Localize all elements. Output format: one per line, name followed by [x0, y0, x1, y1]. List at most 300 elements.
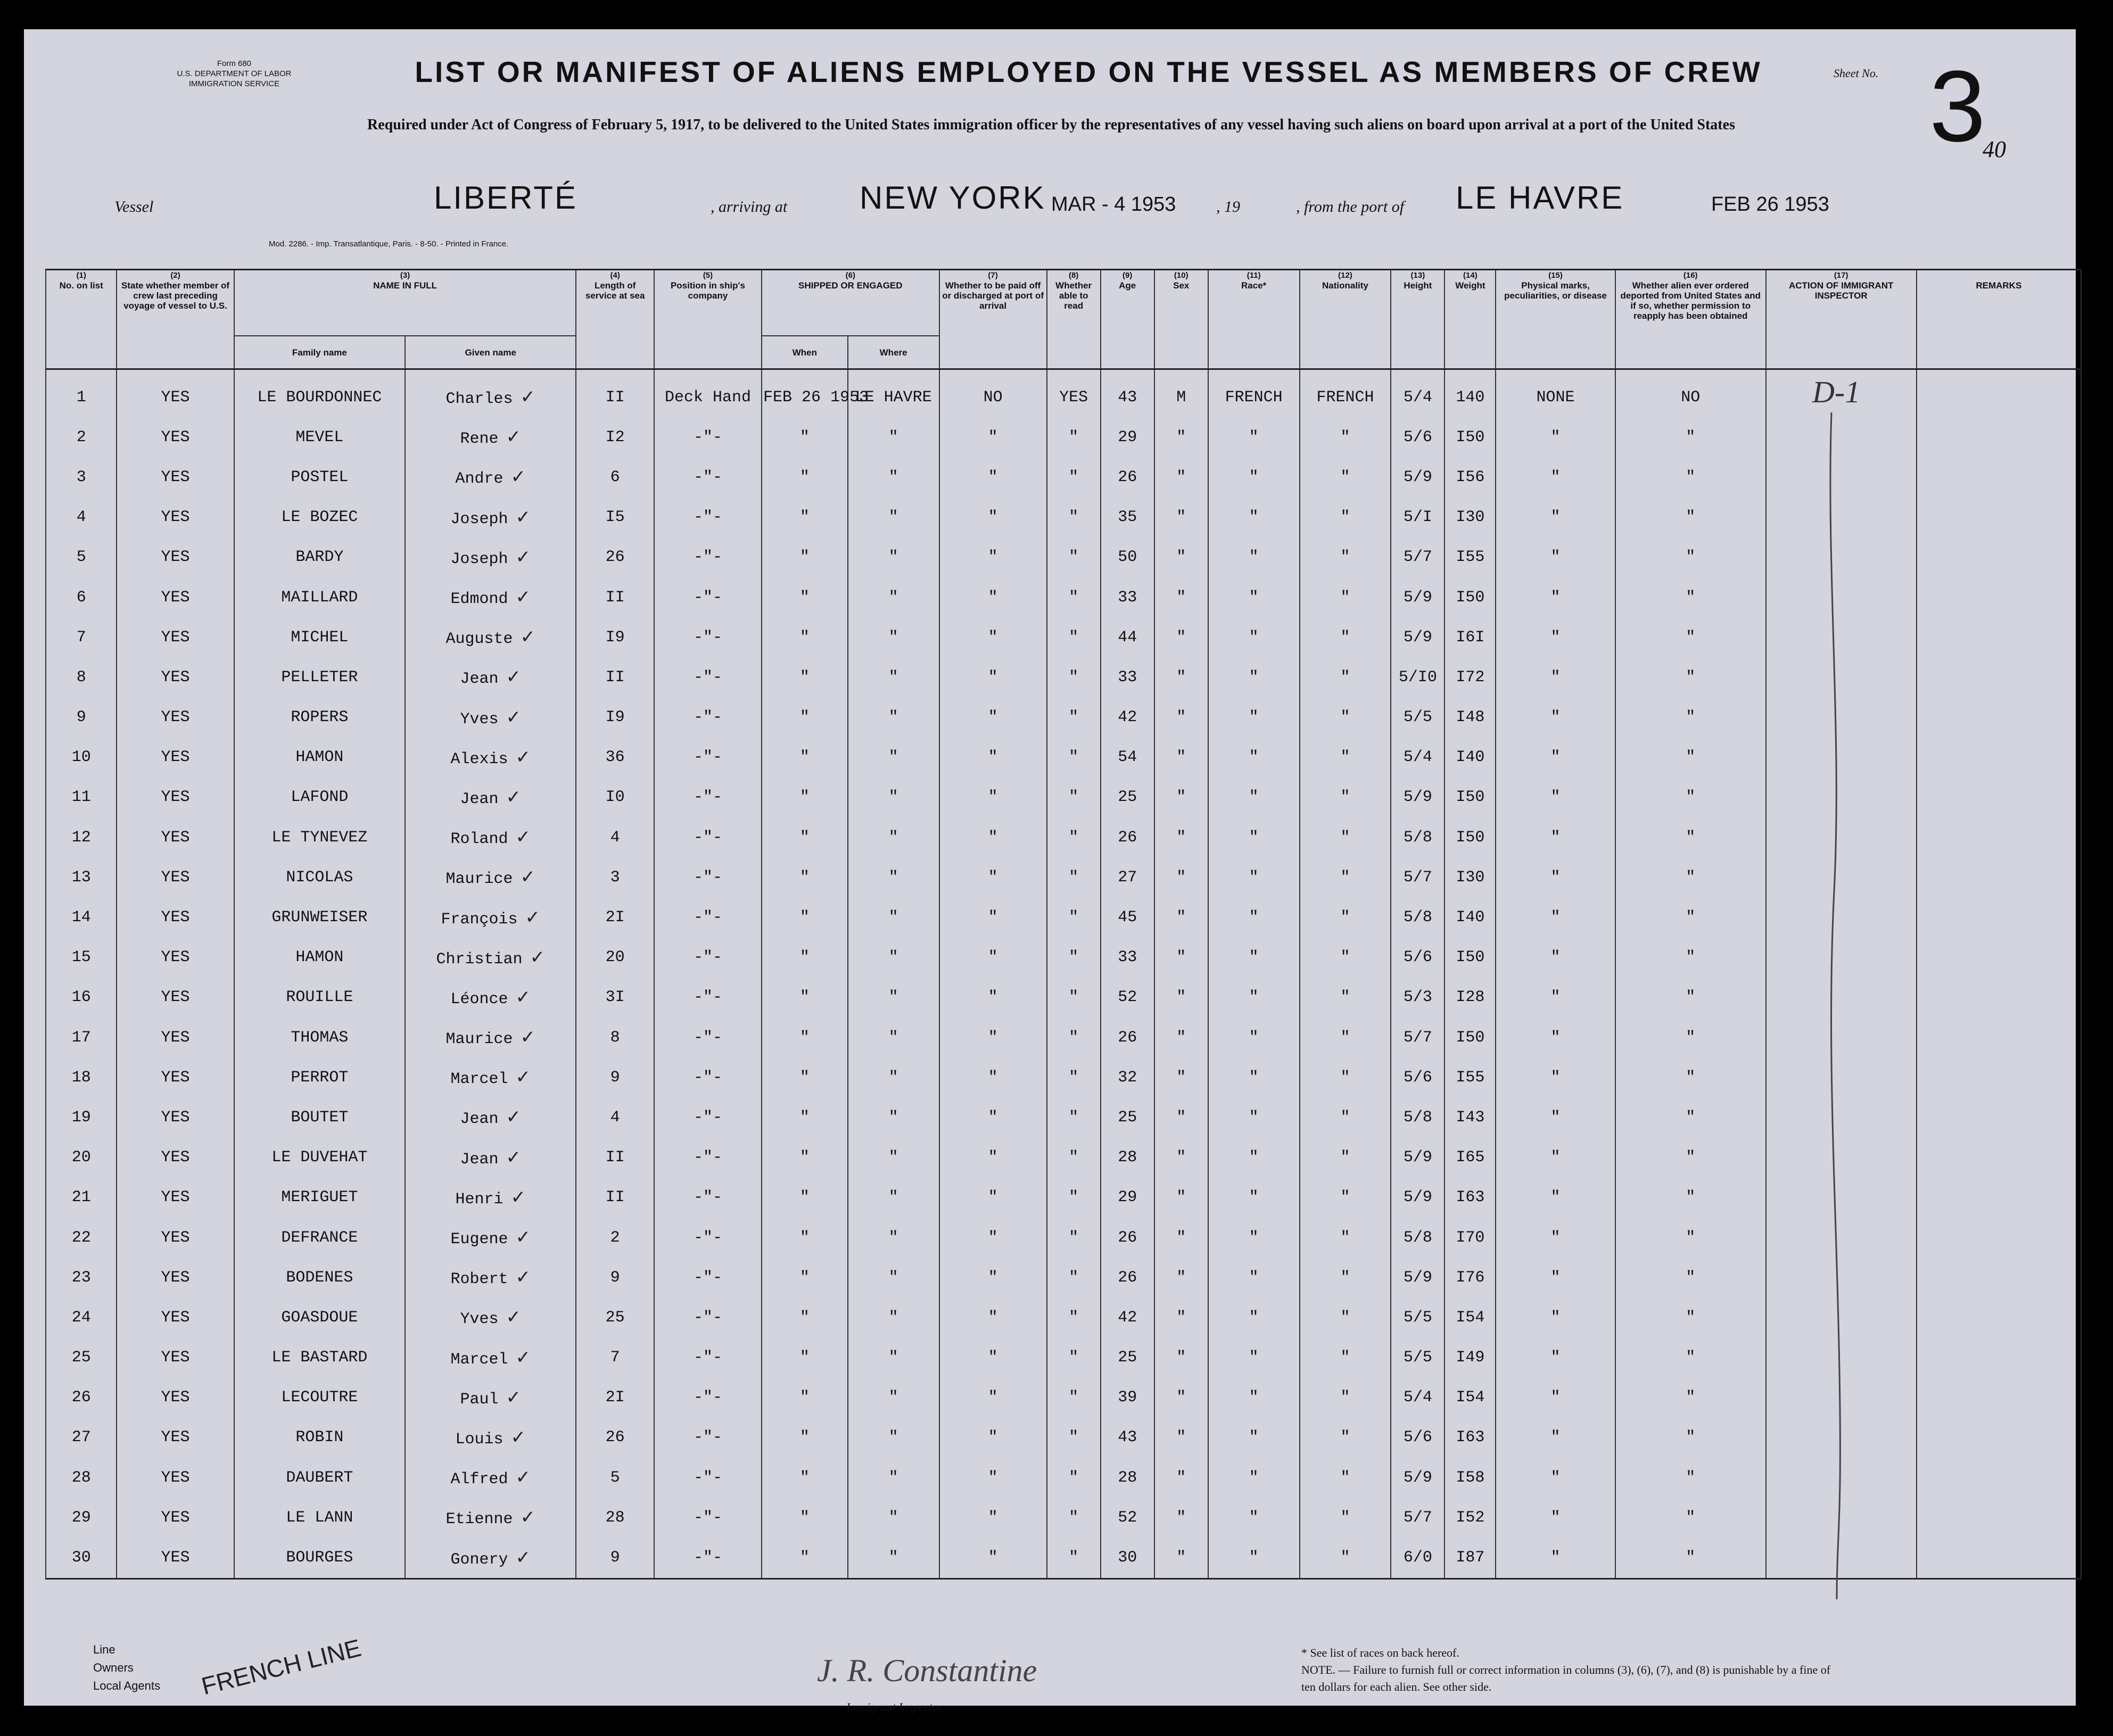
cell-position: -"-: [654, 897, 762, 937]
cell-position: -"-: [654, 1498, 762, 1537]
cell-no: 1: [46, 369, 117, 418]
cell-height: 5/6: [1391, 938, 1445, 978]
cell-nat: ": [1300, 1057, 1391, 1097]
cell-when: ": [762, 457, 848, 497]
cell-when: ": [762, 1218, 848, 1258]
cell-nat: ": [1300, 1297, 1391, 1337]
cell-weight: I56: [1445, 457, 1496, 497]
cell-family: LECOUTRE: [234, 1378, 405, 1418]
cell-service: II: [576, 657, 654, 697]
cell-when: ": [762, 817, 848, 857]
cell-position: -"-: [654, 1418, 762, 1458]
cell-deported: ": [1615, 1018, 1766, 1057]
cell-nat: ": [1300, 417, 1391, 457]
cell-height: 5/7: [1391, 1498, 1445, 1537]
cell-marks: ": [1496, 417, 1615, 457]
cell-where: ": [848, 817, 939, 857]
cell-family: BARDY: [234, 538, 405, 577]
cell-race: ": [1208, 698, 1300, 738]
cell-read: ": [1047, 778, 1101, 817]
cell-service: 7: [576, 1338, 654, 1378]
cell-nat: ": [1300, 1138, 1391, 1178]
cell-weight: I28: [1445, 978, 1496, 1018]
cell-no: 6: [46, 577, 117, 617]
cell-no: 14: [46, 897, 117, 937]
cell-crew: YES: [117, 978, 234, 1018]
cell-sex: ": [1154, 698, 1208, 738]
cell-when: ": [762, 1418, 848, 1458]
cell-weight: I65: [1445, 1138, 1496, 1178]
cell-given: Jean ✓: [405, 1097, 576, 1137]
cell-sex: ": [1154, 1138, 1208, 1178]
cell-family: PELLETER: [234, 657, 405, 697]
check-mark-icon: ✓: [515, 1227, 531, 1249]
cell-remarks: [1917, 897, 2081, 937]
cell-sex: ": [1154, 938, 1208, 978]
cell-weight: I50: [1445, 938, 1496, 978]
cell-when: ": [762, 1178, 848, 1218]
cell-service: 25: [576, 1297, 654, 1337]
cell-paid: ": [939, 1018, 1047, 1057]
check-mark-icon: ✓: [525, 906, 540, 928]
cell-no: 8: [46, 657, 117, 697]
cell-service: 6: [576, 457, 654, 497]
cell-race: ": [1208, 617, 1300, 657]
check-mark-icon: ✓: [515, 1547, 531, 1568]
cell-read: ": [1047, 1178, 1101, 1218]
cell-read: ": [1047, 1338, 1101, 1378]
table-row: [46, 1537, 2081, 1578]
cell-where: ": [848, 1218, 939, 1258]
cell-race: ": [1208, 1258, 1300, 1297]
cell-position: -"-: [654, 538, 762, 577]
cell-remarks: [1917, 457, 2081, 497]
table-row: [46, 817, 2081, 857]
cell-when: ": [762, 538, 848, 577]
cell-position: -"-: [654, 1378, 762, 1418]
cell-where: ": [848, 1418, 939, 1458]
penalty-note: NOTE. — Failure to furnish full or correct information in columns (3), (6), (7), and (8) is punishable by a fine of ten dollars for each alien. See other side.: [1301, 1663, 1831, 1693]
cell-family: ROUILLE: [234, 978, 405, 1018]
cell-service: II: [576, 1138, 654, 1178]
cell-race: ": [1208, 1297, 1300, 1337]
cell-remarks: [1917, 1178, 2081, 1218]
cell-sex: ": [1154, 1418, 1208, 1458]
cell-age: 27: [1101, 857, 1154, 897]
cell-race: ": [1208, 1018, 1300, 1057]
cell-nat: ": [1300, 1378, 1391, 1418]
cell-age: 29: [1101, 417, 1154, 457]
cell-family: LE BASTARD: [234, 1338, 405, 1378]
year-label: , 19: [1216, 198, 1240, 216]
cell-service: I0: [576, 778, 654, 817]
line-label: Line: [93, 1643, 115, 1656]
cell-family: NICOLAS: [234, 857, 405, 897]
form-number: Form 680: [217, 59, 252, 68]
cell-given: Marcel ✓: [405, 1057, 576, 1097]
cell-remarks: [1917, 417, 2081, 457]
cell-family: LE LANN: [234, 1498, 405, 1537]
cell-position: -"-: [654, 738, 762, 778]
cell-weight: I70: [1445, 1218, 1496, 1258]
cell-when: ": [762, 857, 848, 897]
cell-height: 5/9: [1391, 457, 1445, 497]
cell-paid: ": [939, 938, 1047, 978]
cell-family: HAMON: [234, 738, 405, 778]
cell-sex: ": [1154, 1097, 1208, 1137]
cell-race: ": [1208, 1338, 1300, 1378]
cell-paid: ": [939, 1097, 1047, 1137]
check-mark-icon: ✓: [520, 1027, 535, 1048]
cell-paid: ": [939, 577, 1047, 617]
cell-position: -"-: [654, 698, 762, 738]
cell-given: Robert ✓: [405, 1258, 576, 1297]
cell-deported: ": [1615, 1218, 1766, 1258]
cell-deported: ": [1615, 1498, 1766, 1537]
cell-when: ": [762, 1498, 848, 1537]
cell-service: I2: [576, 417, 654, 457]
cell-paid: ": [939, 978, 1047, 1018]
cell-read: ": [1047, 1537, 1101, 1578]
cell-no: 5: [46, 538, 117, 577]
cell-family: BOURGES: [234, 1537, 405, 1578]
cell-position: -"-: [654, 1258, 762, 1297]
cell-service: 5: [576, 1458, 654, 1498]
cell-position: -"-: [654, 417, 762, 457]
cell-no: 26: [46, 1378, 117, 1418]
cell-service: 9: [576, 1057, 654, 1097]
footnotes: [1301, 1644, 1834, 1696]
cell-age: 33: [1101, 938, 1154, 978]
table-row: [46, 1097, 2081, 1137]
cell-nat: ": [1300, 738, 1391, 778]
cell-marks: ": [1496, 857, 1615, 897]
cell-paid: ": [939, 1378, 1047, 1418]
cell-race: ": [1208, 817, 1300, 857]
cell-sex: ": [1154, 617, 1208, 657]
cell-deported: ": [1615, 897, 1766, 937]
cell-crew: YES: [117, 1138, 234, 1178]
cell-age: 43: [1101, 369, 1154, 418]
cell-height: 5/7: [1391, 857, 1445, 897]
cell-read: YES: [1047, 369, 1101, 418]
cell-crew: YES: [117, 1218, 234, 1258]
cell-read: ": [1047, 1057, 1101, 1097]
cell-crew: YES: [117, 938, 234, 978]
cell-weight: I76: [1445, 1258, 1496, 1297]
cell-height: 5/4: [1391, 369, 1445, 418]
cell-position: -"-: [654, 1458, 762, 1498]
cell-nat: ": [1300, 897, 1391, 937]
cell-race: ": [1208, 498, 1300, 538]
cell-weight: I63: [1445, 1418, 1496, 1458]
cell-sex: ": [1154, 817, 1208, 857]
cell-remarks: [1917, 817, 2081, 857]
cell-when: ": [762, 1018, 848, 1057]
table-row: [46, 698, 2081, 738]
cell-paid: ": [939, 1338, 1047, 1378]
cell-paid: ": [939, 1297, 1047, 1337]
cell-sex: ": [1154, 978, 1208, 1018]
cell-height: 5/8: [1391, 897, 1445, 937]
cell-weight: I50: [1445, 577, 1496, 617]
check-mark-icon: ✓: [515, 1267, 531, 1288]
cell-where: ": [848, 1258, 939, 1297]
cell-age: 26: [1101, 817, 1154, 857]
check-mark-icon: ✓: [506, 426, 521, 448]
cell-remarks: [1917, 1537, 2081, 1578]
cell-where: ": [848, 1138, 939, 1178]
check-mark-icon: ✓: [530, 946, 545, 968]
cell-nat: ": [1300, 857, 1391, 897]
cell-when: ": [762, 1057, 848, 1097]
cell-height: 5/6: [1391, 1057, 1445, 1097]
cell-family: POSTEL: [234, 457, 405, 497]
cell-service: 3I: [576, 978, 654, 1018]
cell-crew: YES: [117, 1297, 234, 1337]
cell-marks: ": [1496, 657, 1615, 697]
inspector-label: Immigrant Inspector: [846, 1700, 943, 1714]
cell-age: 33: [1101, 657, 1154, 697]
cell-where: ": [848, 1018, 939, 1057]
cell-paid: ": [939, 1458, 1047, 1498]
cell-no: 24: [46, 1297, 117, 1337]
departure-port: LE HAVRE: [1456, 180, 1624, 216]
cell-given: Roland ✓: [405, 817, 576, 857]
cell-crew: YES: [117, 457, 234, 497]
col-sex-header: (10) Sex: [1154, 270, 1208, 369]
inspector-line-mark: [1821, 412, 1853, 1605]
cell-given: Eugene ✓: [405, 1218, 576, 1258]
cell-race: ": [1208, 938, 1300, 978]
cell-read: ": [1047, 1138, 1101, 1178]
cell-nat: ": [1300, 657, 1391, 697]
cell-height: 5/8: [1391, 1097, 1445, 1137]
cell-no: 11: [46, 778, 117, 817]
col-position-header: (5) Position in ship's company: [654, 270, 762, 369]
col-height-header: (13) Height: [1391, 270, 1445, 369]
cell-service: 28: [576, 1498, 654, 1537]
cell-race: ": [1208, 1418, 1300, 1458]
cell-paid: ": [939, 1057, 1047, 1097]
cell-marks: ": [1496, 1537, 1615, 1578]
cell-given: Rene ✓: [405, 417, 576, 457]
cell-race: ": [1208, 857, 1300, 897]
cell-given: Henri ✓: [405, 1178, 576, 1218]
arrival-date-stamp: MAR - 4 1953: [1051, 193, 1176, 216]
cell-when: ": [762, 577, 848, 617]
sheet-label: Sheet No.: [1834, 67, 1879, 80]
cell-age: 44: [1101, 617, 1154, 657]
cell-crew: YES: [117, 857, 234, 897]
cell-deported: ": [1615, 778, 1766, 817]
cell-paid: ": [939, 1498, 1047, 1537]
cell-read: ": [1047, 817, 1101, 857]
col-weight-header: (14) Weight: [1445, 270, 1496, 369]
manifest-sheet: [24, 29, 2076, 1714]
cell-age: 26: [1101, 1258, 1154, 1297]
cell-height: 5/5: [1391, 1297, 1445, 1337]
table-row: [46, 1458, 2081, 1498]
cell-remarks: [1917, 657, 2081, 697]
cell-when: ": [762, 698, 848, 738]
cell-crew: YES: [117, 417, 234, 457]
cell-deported: NO: [1615, 369, 1766, 418]
check-mark-icon: ✓: [515, 746, 531, 768]
cell-race: ": [1208, 738, 1300, 778]
cell-when: ": [762, 657, 848, 697]
cell-remarks: [1917, 1297, 2081, 1337]
cell-paid: ": [939, 538, 1047, 577]
cell-age: 32: [1101, 1057, 1154, 1097]
cell-deported: ": [1615, 1537, 1766, 1578]
check-mark-icon: ✓: [515, 546, 531, 568]
cell-remarks: [1917, 938, 2081, 978]
cell-given: Yves ✓: [405, 698, 576, 738]
cell-position: -"-: [654, 857, 762, 897]
cell-where: ": [848, 417, 939, 457]
print-line: Mod. 2286. - Imp. Transatlantique, Paris. - 8-50. - Printed in France.: [269, 239, 509, 249]
cell-position: -"-: [654, 978, 762, 1018]
cell-deported: ": [1615, 1458, 1766, 1498]
cell-marks: ": [1496, 1178, 1615, 1218]
cell-no: 15: [46, 938, 117, 978]
check-mark-icon: ✓: [520, 626, 535, 648]
table-row: [46, 1018, 2081, 1057]
cell-read: ": [1047, 417, 1101, 457]
cell-nat: ": [1300, 1178, 1391, 1218]
table-row: [46, 369, 2081, 418]
check-mark-icon: ✓: [520, 866, 535, 888]
cell-given: Léonce ✓: [405, 978, 576, 1018]
cell-read: ": [1047, 1097, 1101, 1137]
table-row: [46, 1138, 2081, 1178]
cell-when: FEB 26 1953: [762, 369, 848, 418]
cell-nat: ": [1300, 1097, 1391, 1137]
cell-marks: ": [1496, 938, 1615, 978]
cell-read: ": [1047, 457, 1101, 497]
cell-deported: ": [1615, 538, 1766, 577]
cell-marks: ": [1496, 897, 1615, 937]
cell-remarks: [1917, 538, 2081, 577]
cell-height: 5/9: [1391, 1458, 1445, 1498]
table-row: [46, 538, 2081, 577]
inspector-annotation: D-1: [1812, 375, 1861, 409]
cell-where: ": [848, 938, 939, 978]
cell-age: 42: [1101, 698, 1154, 738]
cell-where: ": [848, 1297, 939, 1337]
cell-position: -"-: [654, 457, 762, 497]
col-nationality-header: (12) Nationality: [1300, 270, 1391, 369]
service-name: IMMIGRATION SERVICE: [188, 79, 280, 88]
arrival-port: NEW YORK: [860, 180, 1046, 216]
check-mark-icon: ✓: [515, 1467, 531, 1489]
cell-where: ": [848, 857, 939, 897]
cell-race: ": [1208, 577, 1300, 617]
cell-position: -"-: [654, 1057, 762, 1097]
cell-service: 26: [576, 1418, 654, 1458]
cell-weight: I49: [1445, 1338, 1496, 1378]
cell-crew: YES: [117, 1018, 234, 1057]
cell-marks: NONE: [1496, 369, 1615, 418]
cell-sex: ": [1154, 1458, 1208, 1498]
cell-nat: ": [1300, 498, 1391, 538]
cell-marks: ": [1496, 1338, 1615, 1378]
cell-family: LE TYNEVEZ: [234, 817, 405, 857]
line-stamp: FRENCH LINE: [199, 1633, 364, 1700]
cell-service: 9: [576, 1537, 654, 1578]
cell-family: DEFRANCE: [234, 1218, 405, 1258]
cell-deported: ": [1615, 1297, 1766, 1337]
cell-height: 5/9: [1391, 577, 1445, 617]
arriving-label: , arriving at: [711, 198, 788, 216]
cell-marks: ": [1496, 1498, 1615, 1537]
check-mark-icon: ✓: [506, 666, 521, 688]
cell-sex: ": [1154, 897, 1208, 937]
cell-given: Gonery ✓: [405, 1537, 576, 1578]
cell-family: MAILLARD: [234, 577, 405, 617]
cell-no: 20: [46, 1138, 117, 1178]
cell-no: 21: [46, 1178, 117, 1218]
cell-remarks: [1917, 369, 2081, 418]
cell-marks: ": [1496, 577, 1615, 617]
race-footnote: * See list of races on back hereof.: [1301, 1646, 1459, 1659]
cell-where: ": [848, 498, 939, 538]
cell-weight: I54: [1445, 1378, 1496, 1418]
cell-height: 6/0: [1391, 1537, 1445, 1578]
cell-sex: ": [1154, 1537, 1208, 1578]
cell-age: 28: [1101, 1458, 1154, 1498]
cell-weight: I43: [1445, 1097, 1496, 1137]
footer-labels: [93, 1641, 160, 1695]
cell-crew: YES: [117, 1097, 234, 1137]
cell-where: ": [848, 738, 939, 778]
cell-height: 5/I: [1391, 498, 1445, 538]
cell-nat: ": [1300, 778, 1391, 817]
cell-when: ": [762, 1138, 848, 1178]
cell-deported: ": [1615, 698, 1766, 738]
cell-paid: ": [939, 1258, 1047, 1297]
cell-given: Paul ✓: [405, 1378, 576, 1418]
cell-read: ": [1047, 1218, 1101, 1258]
col-read-header: (8) Whether able to read: [1047, 270, 1101, 369]
check-mark-icon: ✓: [520, 386, 535, 408]
cell-weight: I6I: [1445, 617, 1496, 657]
check-mark-icon: ✓: [515, 586, 531, 608]
cell-where: ": [848, 978, 939, 1018]
cell-height: 5/9: [1391, 1178, 1445, 1218]
cell-family: LAFOND: [234, 778, 405, 817]
col-crew-header: (2) State whether member of crew last preceding voyage of vessel to U.S.: [117, 270, 234, 369]
cell-service: 4: [576, 1097, 654, 1137]
cell-remarks: [1917, 617, 2081, 657]
cell-where: ": [848, 457, 939, 497]
cell-no: 23: [46, 1258, 117, 1297]
cell-nat: ": [1300, 698, 1391, 738]
cell-nat: ": [1300, 1418, 1391, 1458]
col-shipped-header: (6) SHIPPED OR ENGAGED: [762, 270, 939, 336]
cell-given: Maurice ✓: [405, 1018, 576, 1057]
cell-race: ": [1208, 978, 1300, 1018]
cell-position: -"-: [654, 577, 762, 617]
cell-where: ": [848, 1498, 939, 1537]
cell-crew: YES: [117, 1378, 234, 1418]
cell-when: ": [762, 1097, 848, 1137]
cell-read: ": [1047, 1378, 1101, 1418]
table-row: [46, 457, 2081, 497]
cell-race: FRENCH: [1208, 369, 1300, 418]
cell-age: 45: [1101, 897, 1154, 937]
